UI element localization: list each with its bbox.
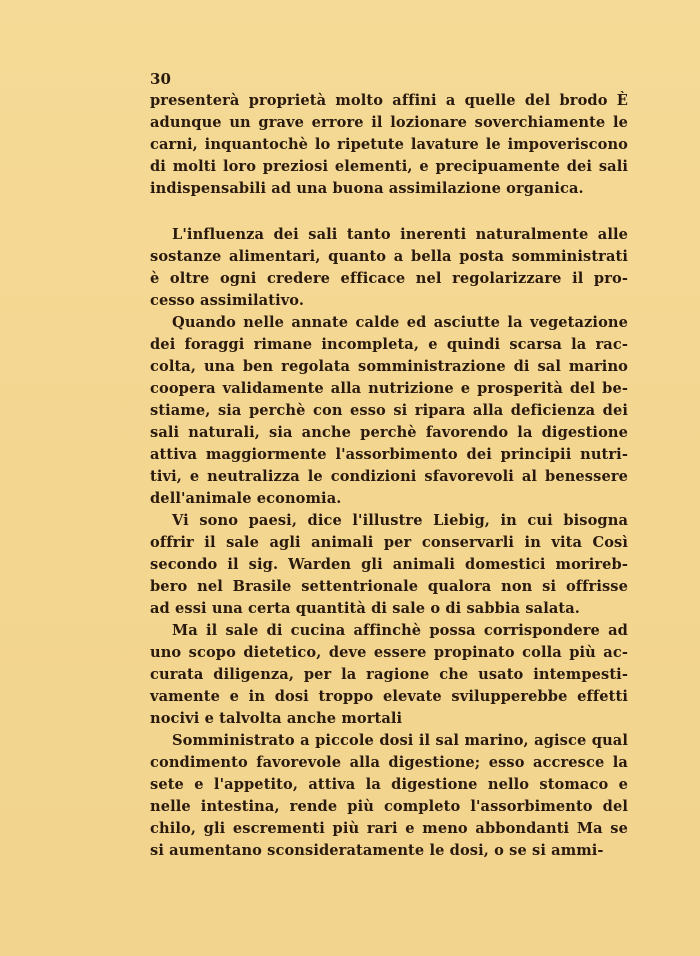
paragraph bbox=[150, 224, 628, 312]
text-line: di molti loro preziosi elementi, e precipuamente dei sali bbox=[150, 158, 628, 175]
text-line: coopera validamente alla nutrizione e prosperità del be- bbox=[150, 380, 628, 397]
text-line: dei foraggi rimane incompleta, e quindi scarsa la rac- bbox=[150, 336, 628, 353]
text-line: colta, una ben regolata somministrazione di sal marino bbox=[150, 358, 628, 375]
text-line: sete e l'appetito, attiva la digestione nello stomaco e bbox=[150, 776, 628, 793]
paragraph-gap bbox=[150, 200, 628, 224]
page-number: 30 bbox=[150, 70, 172, 88]
text-line: nocivi e talvolta anche mortali bbox=[150, 710, 403, 727]
text-line: nelle intestina, rende più completo l'assorbimento del bbox=[150, 798, 628, 815]
text-line: uno scopo dietetico, deve essere propinato colla più ac- bbox=[150, 644, 628, 661]
text-line: chilo, gli escrementi più rari e meno abbondanti Ma se bbox=[150, 820, 628, 837]
paragraph bbox=[150, 510, 628, 620]
text-line: vamente e in dosi troppo elevate svilupperebbe effetti bbox=[150, 688, 628, 705]
text-line: sostanze alimentari, quanto a bella posta somministrati bbox=[150, 248, 628, 265]
text-line: tivi, e neutralizza le condizioni sfavorevoli al benessere bbox=[150, 468, 628, 485]
text-line: sali naturali, sia anche perchè favorendo la digestione bbox=[150, 424, 628, 441]
text-line: è oltre ogni credere efficace nel regolarizzare il pro- bbox=[150, 270, 628, 287]
text-line: condimento favorevole alla digestione; esso accresce la bbox=[150, 754, 628, 771]
text-line: stiame, sia perchè con esso si ripara alla deficienza dei bbox=[150, 402, 628, 419]
paragraph bbox=[150, 90, 628, 200]
text-line: adunque un grave errore il lozionare soverchiamente le bbox=[150, 114, 628, 131]
text-line: carni, inquantochè lo ripetute lavature le impoveriscono bbox=[150, 136, 628, 153]
text-line: offrir il sale agli animali per conservarli in vita Così bbox=[150, 534, 628, 551]
text-line: curata diligenza, per la ragione che usato intempesti- bbox=[150, 666, 628, 683]
text-line: ad essi una certa quantità di sale o di sabbia salata. bbox=[150, 600, 580, 617]
text-line: presenterà proprietà molto affini a quelle del brodo È bbox=[150, 92, 628, 109]
text-line: Vi sono paesi, dice l'illustre Liebig, in cui bisogna bbox=[172, 512, 628, 529]
text-line: Somministrato a piccole dosi il sal marino, agisce qual bbox=[172, 732, 628, 749]
body-text bbox=[150, 90, 628, 862]
paragraph bbox=[150, 312, 628, 510]
text-line: bero nel Brasile settentrionale qualora non si offrisse bbox=[150, 578, 628, 595]
text-line: Ma il sale di cucina affinchè possa corrispondere ad bbox=[172, 622, 628, 639]
paragraph bbox=[150, 730, 628, 862]
text-line: Quando nelle annate calde ed asciutte la vegetazione bbox=[172, 314, 628, 331]
text-line: dell'animale economia. bbox=[150, 490, 342, 507]
text-line: secondo il sig. Warden gli animali domestici morireb- bbox=[150, 556, 628, 573]
text-line: L'influenza dei sali tanto inerenti naturalmente alle bbox=[172, 226, 628, 243]
page-text bbox=[150, 68, 628, 862]
text-line: cesso assimilativo. bbox=[150, 292, 305, 309]
text-line: indispensabili ad una buona assimilazione organica. bbox=[150, 180, 584, 197]
text-line: si aumentano sconsideratamente le dosi, o se si ammi- bbox=[150, 842, 604, 859]
paragraph bbox=[150, 620, 628, 730]
text-line: attiva maggiormente l'assorbimento dei principii nutri- bbox=[150, 446, 628, 463]
